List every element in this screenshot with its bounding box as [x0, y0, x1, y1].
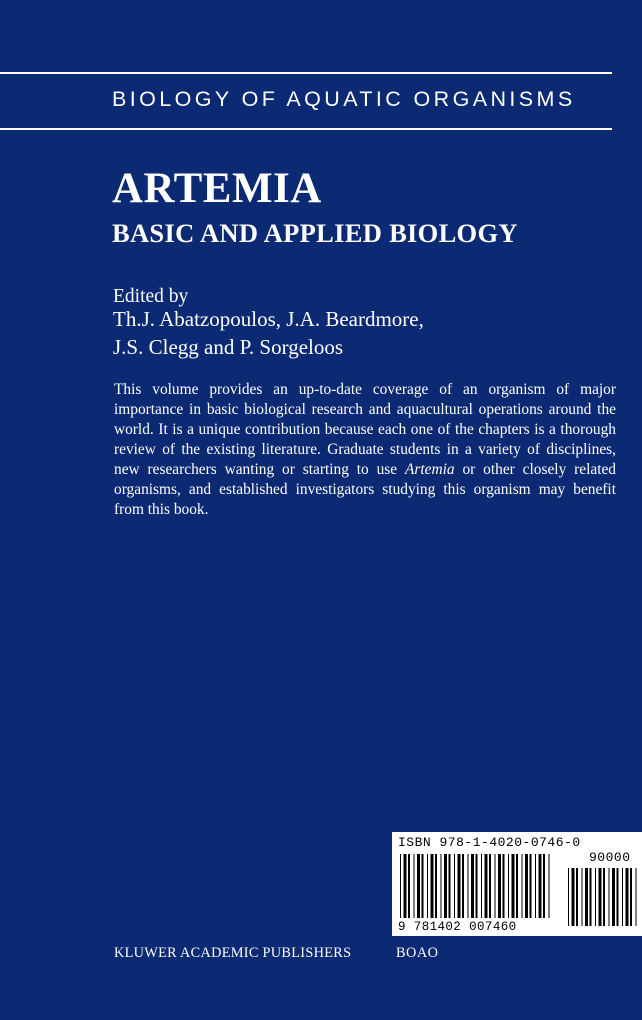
barcode-bar [417, 854, 420, 918]
barcode-bar [414, 854, 415, 918]
editors-line-1: Th.J. Abatzopoulos, J.A. Beardmore, [113, 307, 424, 331]
barcode-bar [431, 854, 434, 918]
barcode-panel [392, 832, 642, 936]
barcode-bar [549, 854, 550, 918]
barcode-bar [404, 854, 407, 918]
barcode-bar [630, 868, 632, 926]
barcode-digits: 9 781402 007460 [398, 920, 517, 934]
barcode-bar [622, 868, 623, 926]
addon-barcode [568, 868, 637, 926]
barcode-bar [626, 868, 629, 926]
price-code: 90000 [589, 850, 631, 865]
barcode-bar [572, 868, 575, 926]
edited-by-label: Edited by [113, 286, 189, 307]
barcode-bar [612, 868, 615, 926]
barcode-bar [516, 854, 518, 918]
barcode-bar [489, 854, 491, 918]
series-rule-bottom [0, 128, 612, 130]
barcode-bar [449, 854, 451, 918]
barcode-bar [525, 854, 528, 918]
barcode-bar [582, 868, 583, 926]
book-subtitle: BASIC AND APPLIED BIOLOGY [112, 218, 518, 248]
isbn-label: ISBN 978-1-4020-0746-0 [398, 835, 581, 850]
barcode-bar [599, 868, 602, 926]
series-name: BIOLOGY OF AQUATIC ORGANISMS [112, 87, 576, 111]
description-part-2: or other closely related organisms, and established investigators studying this organism may benefit from this book. [114, 461, 617, 518]
barcode-bar [476, 854, 478, 918]
barcode-bar [617, 868, 619, 926]
barcode-bar [462, 854, 464, 918]
barcode-bar [444, 854, 447, 918]
series-code: BOAO [396, 945, 439, 961]
barcode-bar [503, 854, 505, 918]
barcode-bar [609, 868, 610, 926]
description-part-1: This volume provides an up-to-date coverage of an organism of major importance in basic biological research and aquacultural operations around the world. It is a unique contribution because each one of the chapters is a thorough review of the existing literature. Graduate students in a variety of disciplines, new researchers wanting or starting to use [114, 381, 616, 478]
barcode-bar [543, 854, 545, 918]
barcode-bar [485, 854, 488, 918]
barcode-bar [427, 854, 428, 918]
barcode-bar [530, 854, 532, 918]
barcode-bar [636, 868, 637, 926]
barcode-bar [512, 854, 515, 918]
barcode-bar [539, 854, 542, 918]
barcode-bar [535, 854, 536, 918]
series-rule-top [0, 72, 612, 74]
barcode-bar [590, 868, 592, 926]
publisher-name: KLUWER ACADEMIC PUBLISHERS [114, 945, 352, 961]
barcode-bar [568, 868, 569, 926]
barcode-bar [576, 868, 578, 926]
barcode-bar [468, 854, 469, 918]
description-italic-term: Artemia [405, 461, 455, 478]
editors-line-2: J.S. Clegg and P. Sorgeloos [113, 335, 344, 359]
ean-barcode [400, 854, 550, 918]
barcode-bar [441, 854, 442, 918]
barcode-bar [585, 868, 588, 926]
book-description [114, 380, 616, 520]
barcode-bar [498, 854, 501, 918]
book-title: ARTEMIA [112, 165, 322, 212]
barcode-bar [508, 854, 509, 918]
barcode-bar [458, 854, 461, 918]
barcode-bar [422, 854, 424, 918]
barcode-bar [408, 854, 410, 918]
barcode-bar [400, 854, 401, 918]
barcode-bar [471, 854, 474, 918]
barcode-bar [495, 854, 496, 918]
barcode-bar [603, 868, 605, 926]
barcode-bar [454, 854, 455, 918]
barcode-bar [595, 868, 596, 926]
barcode-bar [481, 854, 482, 918]
barcode-bar [435, 854, 437, 918]
barcode-bar [522, 854, 523, 918]
